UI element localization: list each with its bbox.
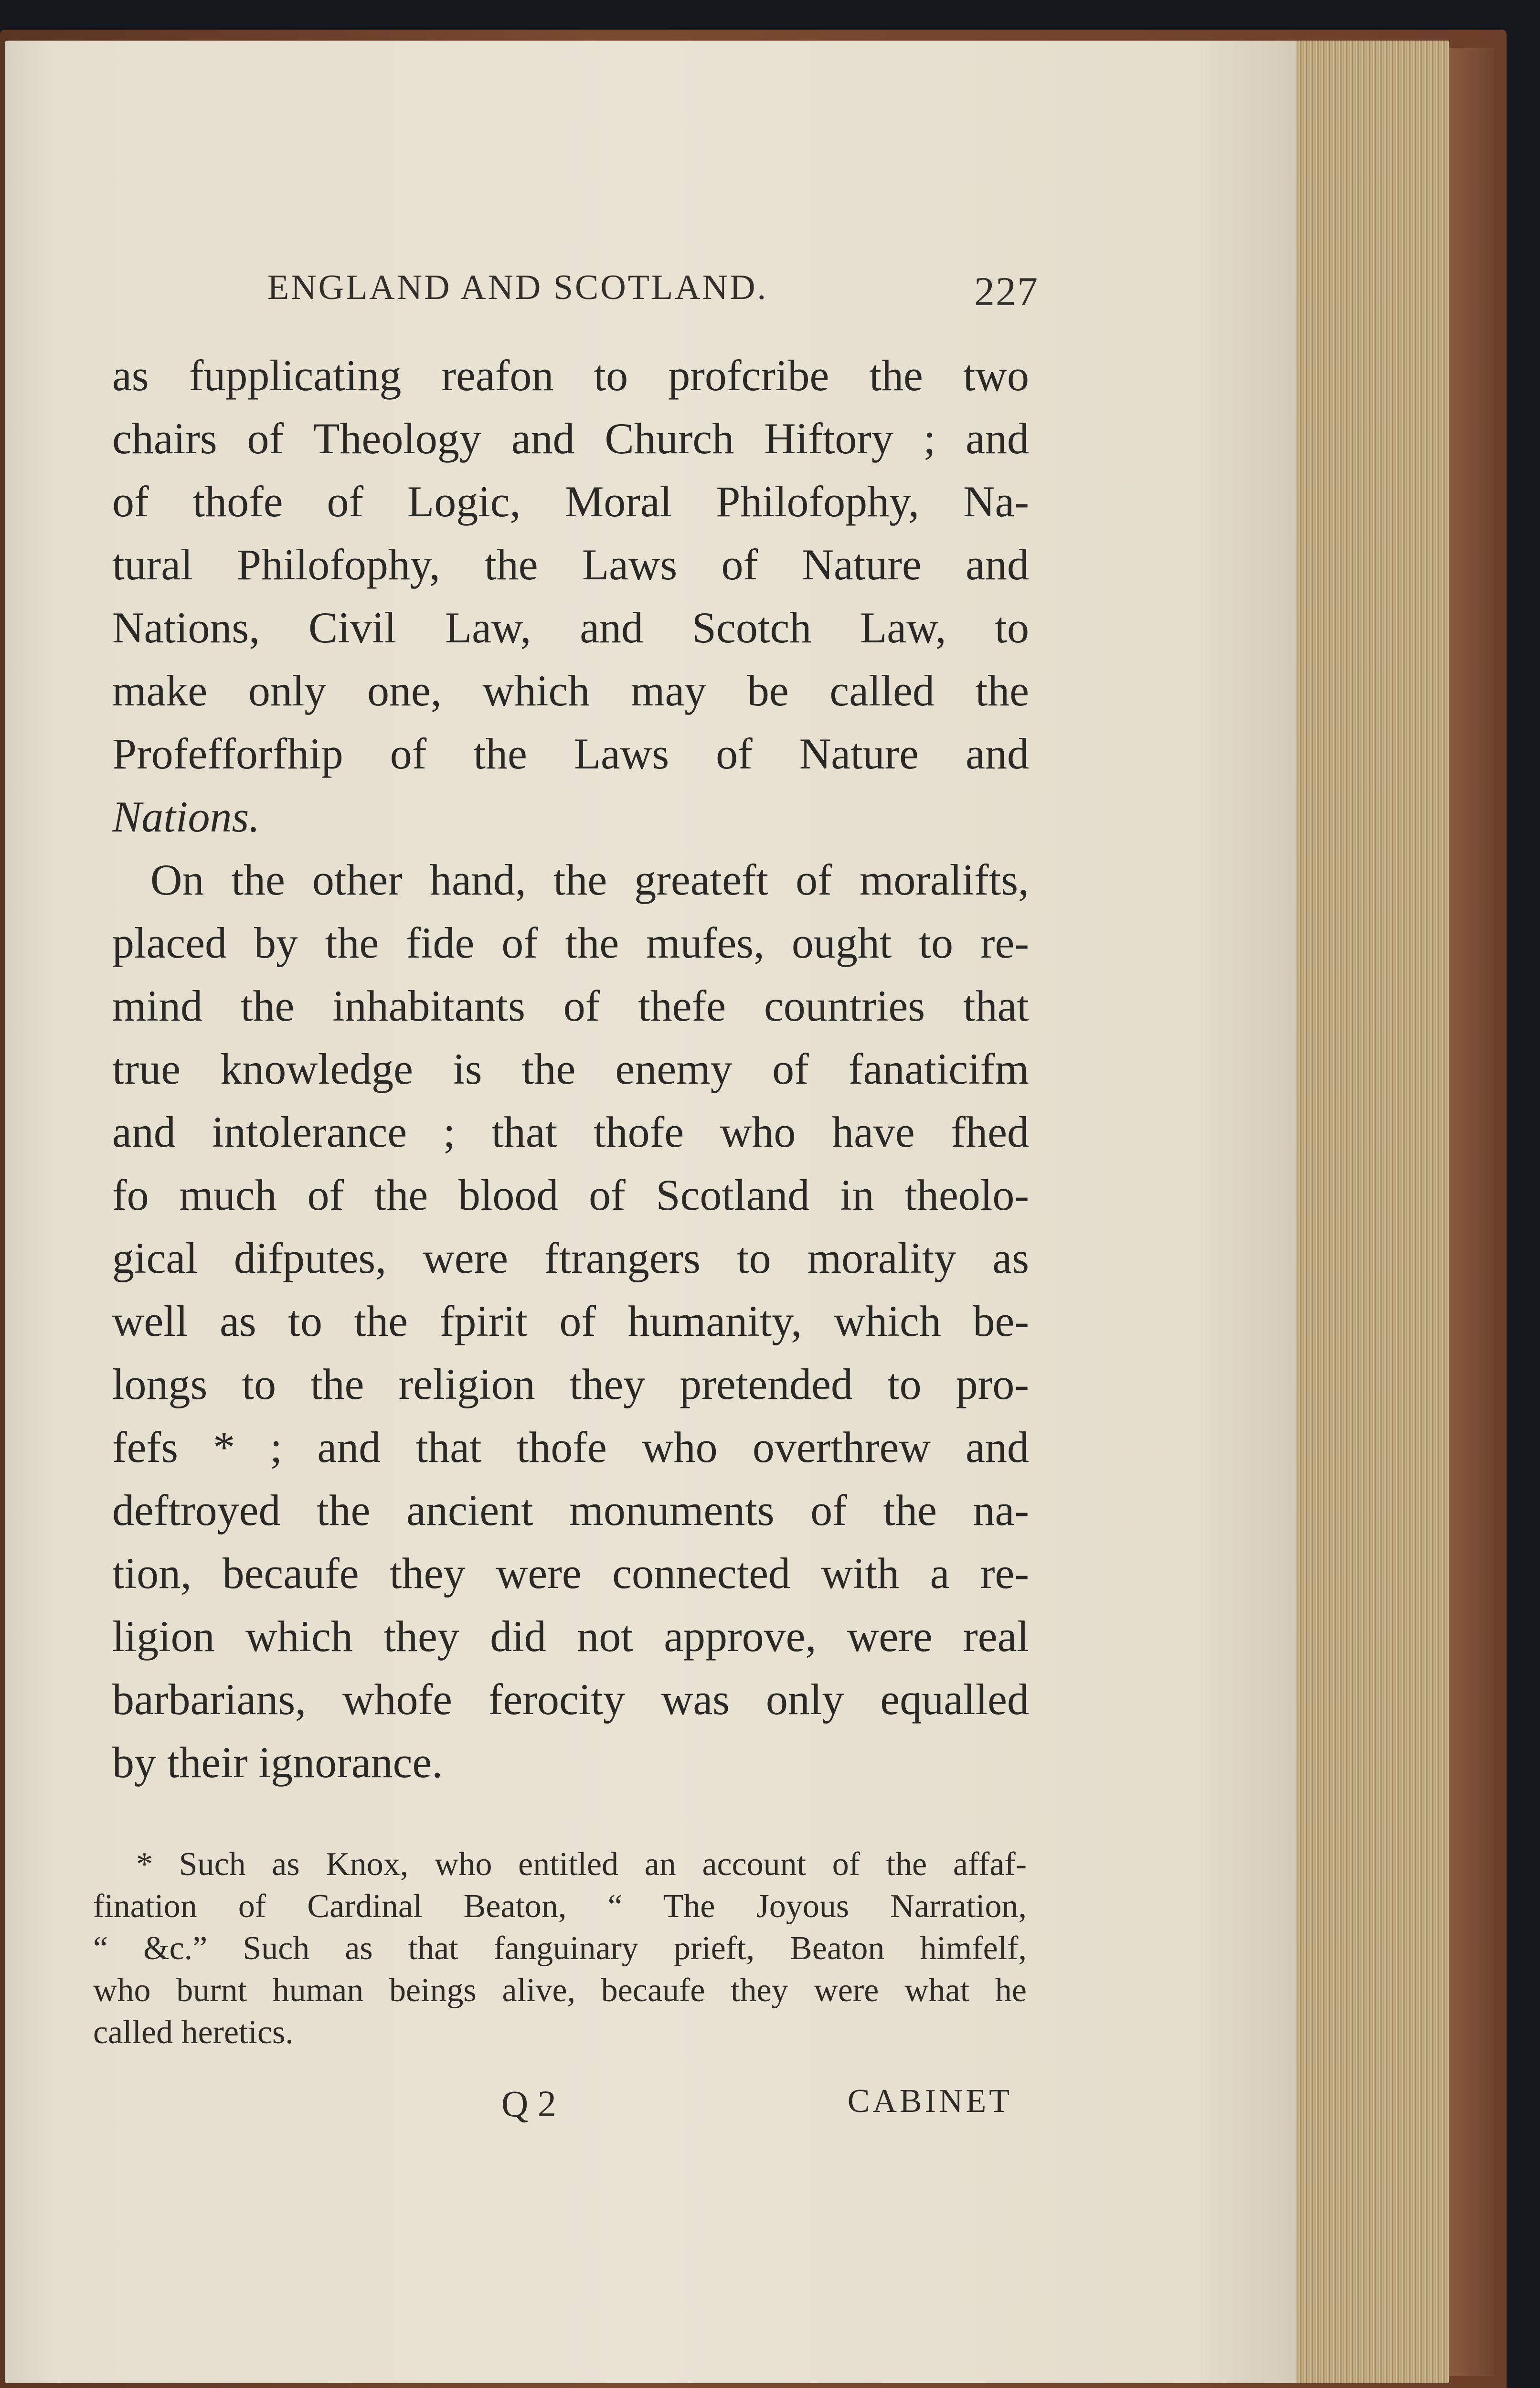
page-number: 227 xyxy=(974,268,1039,314)
body-line: barbarians, whofe ferocity was only equalled xyxy=(112,1675,1029,1724)
body-line: make only one, which may be called the xyxy=(112,666,1029,715)
body-line: ligion which they did not approve, were real xyxy=(112,1612,1029,1661)
body-line: Nations, Civil Law, and Scotch Law, to xyxy=(112,603,1029,652)
cover-edge xyxy=(1449,48,1495,2376)
body-line: deftroyed the ancient monuments of the na- xyxy=(112,1486,1029,1535)
footnote-line: “ &c.” Such as that fanguinary prieft, Beaton himfelf, xyxy=(93,1930,1027,1967)
body-line: gical difputes, were ftrangers to morality as xyxy=(112,1234,1029,1282)
body-line: placed by the fide of the mufes, ought to re- xyxy=(112,918,1029,967)
footnote-line: called heretics. xyxy=(93,2014,294,2051)
body-line: mind the inhabitants of thefe countries that xyxy=(112,981,1029,1030)
body-line: Profefforfhip of the Laws of Nature and xyxy=(112,729,1029,778)
signature-mark: Q 2 xyxy=(501,2083,556,2124)
body-line: well as to the fpirit of humanity, which be- xyxy=(112,1297,1029,1345)
body-line: as fupplicating reafon to profcribe the two xyxy=(112,351,1029,400)
body-line: of thofe of Logic, Moral Philofophy, Na- xyxy=(112,477,1029,526)
running-head xyxy=(267,267,1039,320)
running-title: ENGLAND AND SCOTLAND. xyxy=(267,268,768,307)
body-line: and intolerance ; that thofe who have fhed xyxy=(112,1108,1029,1156)
body-line: tion, becaufe they were connected with a re- xyxy=(112,1549,1029,1598)
catchword: CABINET xyxy=(847,2083,1012,2120)
body-line: fo much of the blood of Scotland in theolo- xyxy=(112,1171,1029,1219)
footnote xyxy=(93,1844,1027,2054)
body-line: true knowledge is the enemy of fanaticifm xyxy=(112,1045,1029,1093)
body-line: fefs * ; and that thofe who overthrew and xyxy=(112,1423,1029,1471)
page-footer xyxy=(501,2082,1012,2130)
body-text xyxy=(112,344,1029,1794)
body-line: chairs of Theology and Church Hiftory ; and xyxy=(112,414,1029,463)
footnote-line: fination of Cardinal Beaton, “ The Joyous Narration, xyxy=(93,1888,1027,1925)
body-line: longs to the religion they pretended to pro- xyxy=(112,1360,1029,1408)
page-edges xyxy=(1296,41,1449,2383)
footnote-line: who burnt human beings alive, becaufe they were what he xyxy=(93,1972,1027,2009)
body-line: On the other hand, the greateft of moralifts, xyxy=(150,855,1029,904)
body-line: tural Philofophy, the Laws of Nature and xyxy=(112,540,1029,589)
body-line: Nations. xyxy=(112,792,260,841)
footnote-line: * Such as Knox, who entitled an account of the affaf- xyxy=(136,1846,1027,1883)
body-line: by their ignorance. xyxy=(112,1738,443,1787)
